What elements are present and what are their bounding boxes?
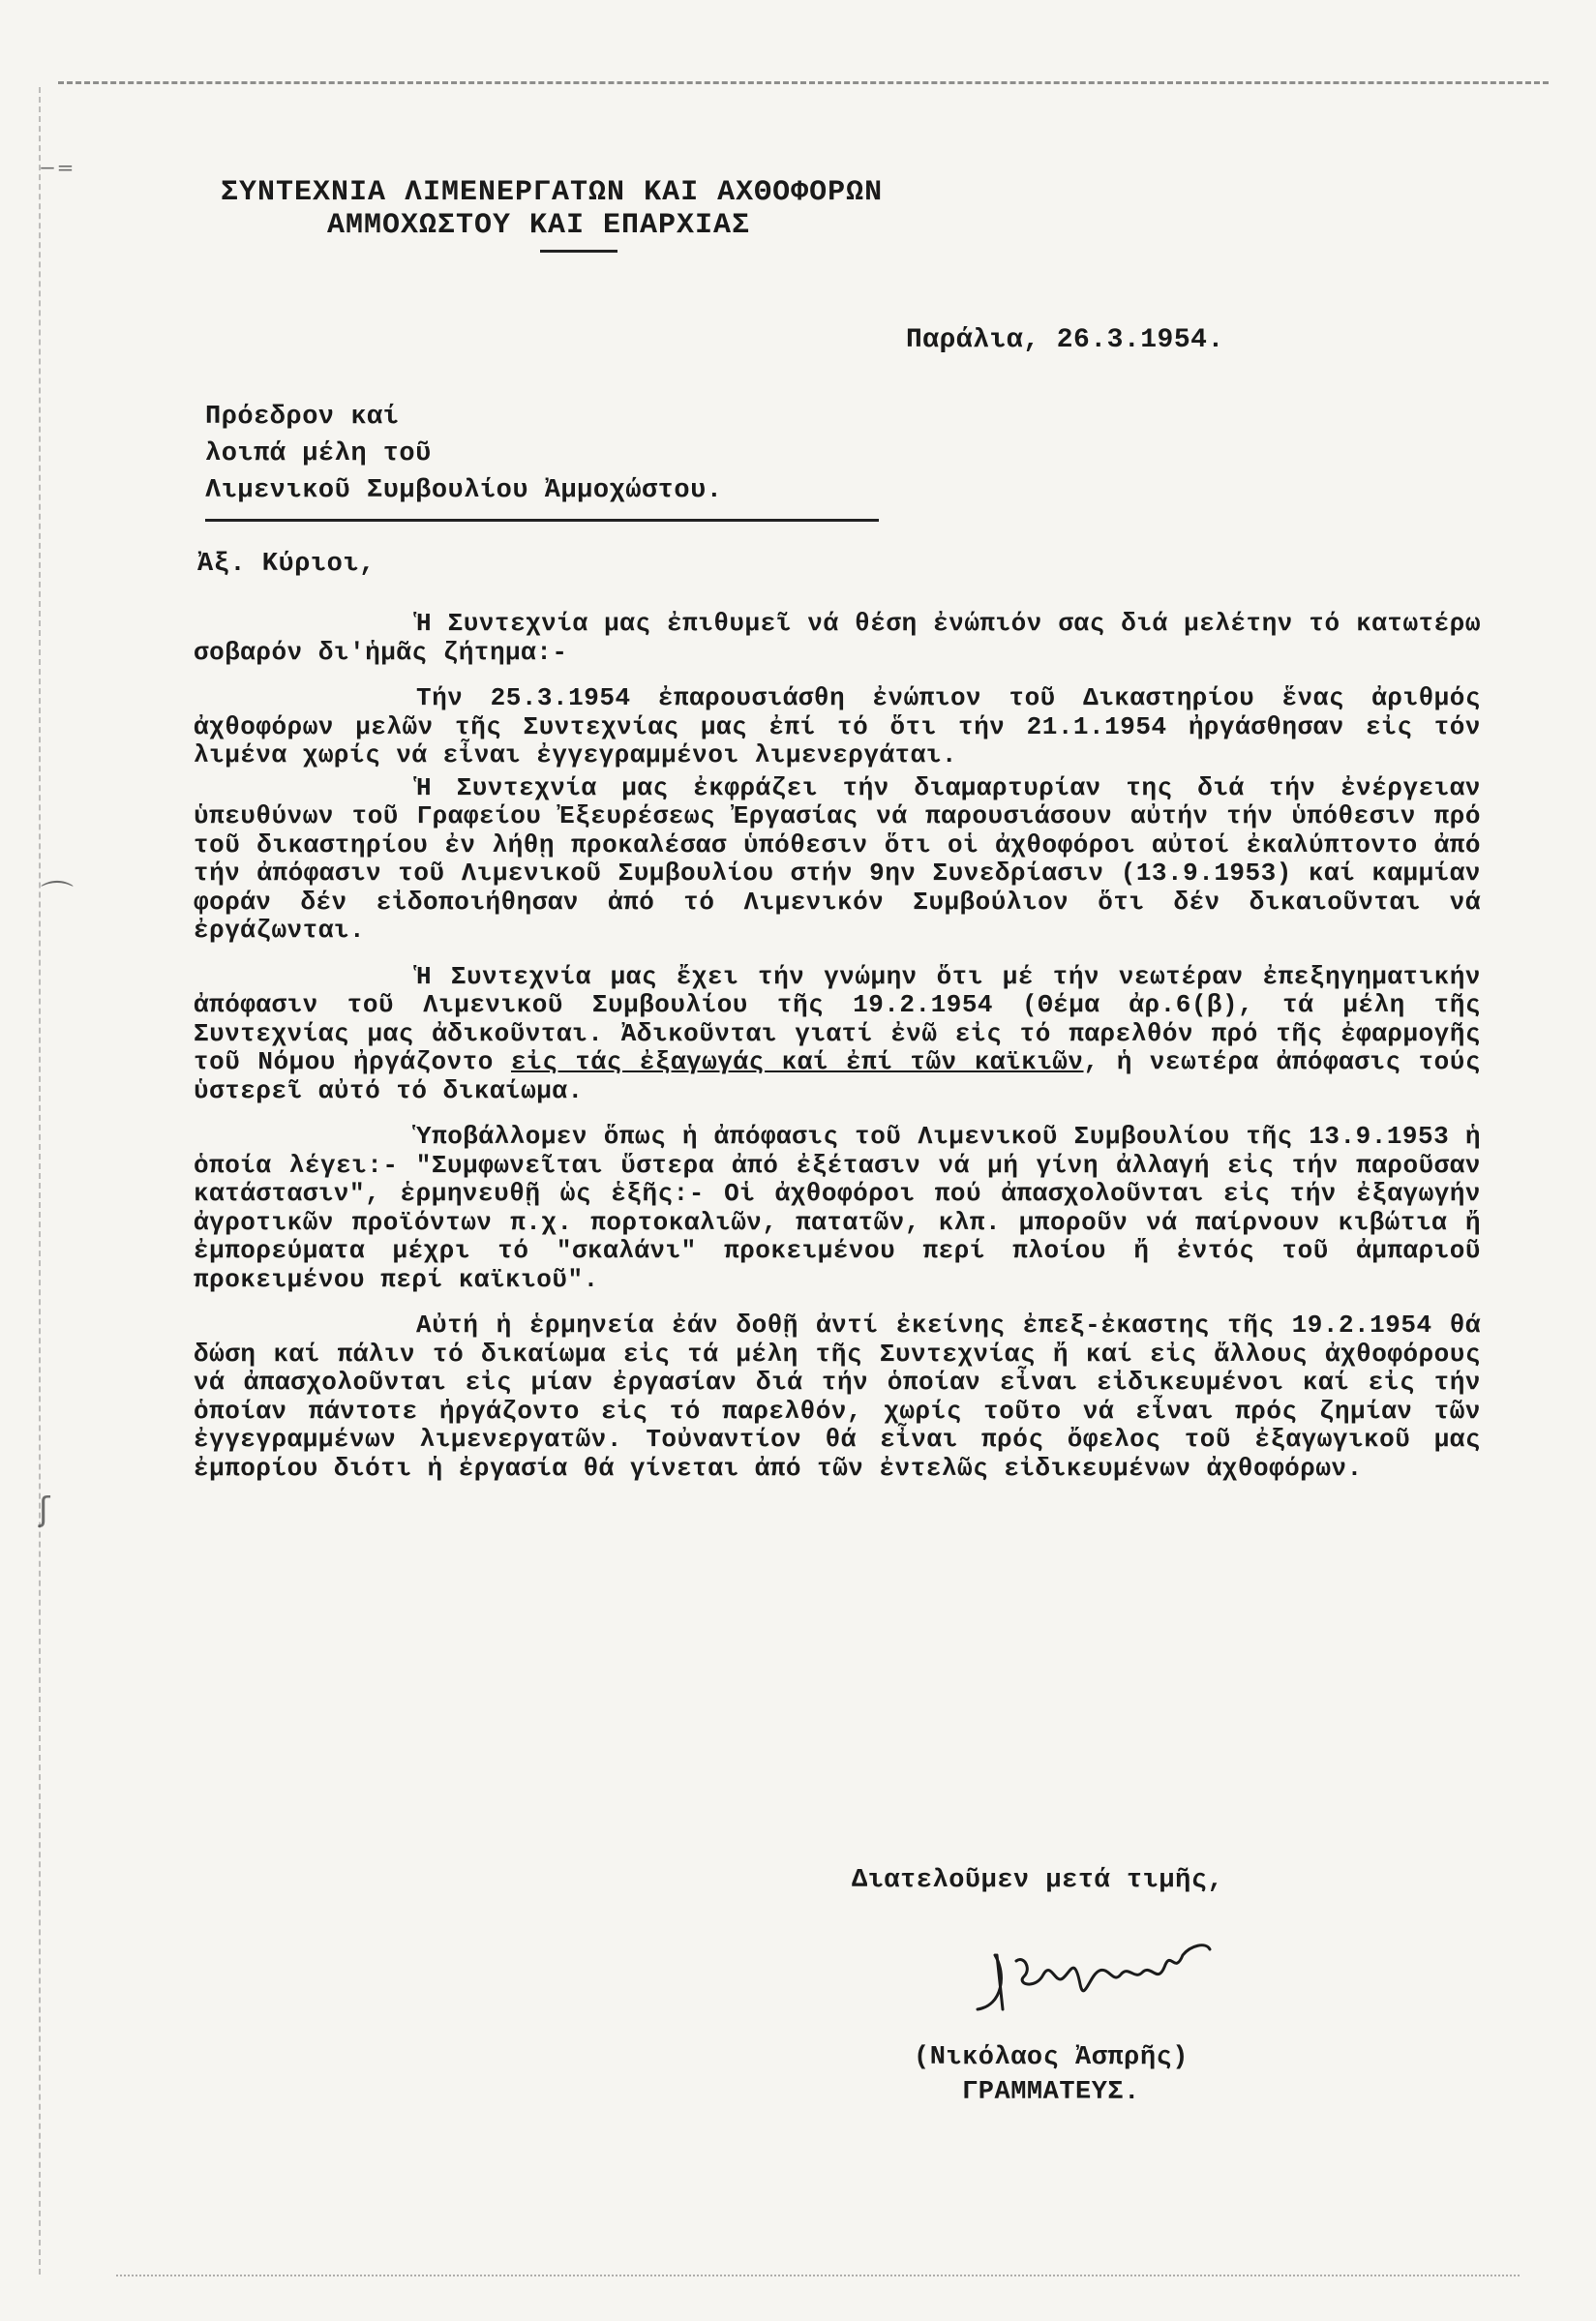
handwritten-signature [968,1916,1258,2023]
scan-edge-top [58,81,1549,84]
letterhead-rule [540,250,617,253]
paragraph-2: Τήν 25.3.1954 ἐπαρουσιάσθη ἐνώπιον τοῦ Δικαστηρίου ἕνας ἀριθμός ἀχθοφόρων μελῶν τῆς Συντεχνίας μας ἐπί τό ὅτι τήν 21.1.1954 ἠργάσθησαν εἰς τόν λιμένα χωρίς νά εἶναι ἐγγεγραμμένοι λιμενεργάται. [194,683,1481,769]
letter-body [194,610,1481,1500]
addressee-block [205,399,722,509]
paragraph-5: Ὑποβάλλομεν ὅπως ἡ ἀπόφασις τοῦ Λιμενικοῦ Συμβουλίου τῆς 13.9.1953 ἡ ὁποία λέγει:- "Συμφωνεῖται ὕστερα ἀπό ἐξέτασιν νά μή γίνη ἀλλαγή εἰς τήν παροῦσαν κατάστασιν", ἑρμηνευθῇ ὡς ἑξῆς:- Οἱ ἀχθοφόροι πού ἀπασχολοῦνται εἰς τήν ἐξαγωγήν ἀγροτικῶν προϊόντων π.χ. πορτοκαλιῶν, πατατῶν, κλπ. μποροῦν νά παίρνουν κιβώτια ἤ ἐμπορεύματα μέχρι τό "σκαλάνι" προκειμένου περί πλοίου ἤ ἐντός τοῦ ἀμπαριοῦ προκειμένου περί καϊκιοῦ". [194,1122,1481,1294]
letterhead-line-1: ΣΥΝΤΕΧΝΙΑ ΛΙΜΕΝΕΡΓΑΤΩΝ ΚΑΙ ΑΧΘΟΦΟΡΩΝ [221,176,884,209]
letterhead-line-2: ΑΜΜΟΧΩΣΤΟΥ ΚΑΙ ΕΠΑΡΧΙΑΣ [327,209,751,242]
scan-edge-bottom [116,2275,1520,2276]
paragraph-4-part-a: Ἡ Συντεχνία μας ἔχει τήν γνώμην ὅτι μέ τήν νεωτέραν ἐπεξηγηματικήν ἀπόφασιν τοῦ Λιμενικοῦ Συμβουλίου τῆς 19.2.1954 (Θέμα ἀρ.6(β), τά μέλη τῆς Συντεχνίας μας ἀδικοῦνται. Ἀδικοῦνται γιατί ἐνῶ εἰς τό παρελθόν πρό τῆς ἐφαρμογῆς τοῦ Νόμου ἠργάζοντο [194,961,1481,1076]
letterhead [221,176,1092,253]
paragraph-4-part-b: , ἡ νεωτέρα ἀπόφασις τούς ὑστερεῖ αὐτό τό δικαίωμα. [194,1047,1481,1105]
letter-date: Παράλια, 26.3.1954. [906,325,1224,355]
scan-mark-top-left: ⁻⁼ [39,155,75,194]
scan-mark-left: ʃ [39,1491,50,1529]
addressee-line-1: Πρόεδρον καί [205,403,400,432]
paragraph-4 [194,963,1481,1106]
paragraph-6: Αὐτή ἡ ἑρμηνεία ἐάν δοθῇ ἀντί ἐκείνης ἐπεξ-ἐκαστης τῆς 19.2.1954 θά δώση καί πάλιν τό δικαίωμα εἰς τά μέλη τῆς Συντεχνίας ἤ καί εἰς ἄλλους ἀχθοφόρους νά ἀπασχολοῦνται εἰς μίαν ἐργασίαν διά τήν ὁποίαν εἶναι εἰδικευμένοι καί εἰς τήν ὁποίαν πάντοτε ἠργάζοντο εἰς τό παρελθόν, χωρίς τοῦτο νά εἶναι πρός ζημίαν τῶν ἐγγεγραμμένων λιμενεργατῶν. Τοὐναντίον θά εἶναι πρός ὄφελος τοῦ ἐξαγωγικοῦ μας ἐμπορίου διότι ἡ ἐργασία θά γίνεται ἀπό τῶν ἐντελῶς εἰδικευμένων ἀχθοφόρων. [194,1311,1481,1483]
addressee-line-3: Λιμενικοῦ Συμβουλίου Ἀμμοχώστου. [205,476,723,505]
addressee-line-2: λοιπά μέλη τοῦ [205,439,432,468]
signer-name: (Νικόλαος Ἀσπρῆς) [914,2043,1189,2072]
scan-edge-left [39,87,41,2275]
closing: Διατελοῦμεν μετά τιμῆς, [852,1866,1224,1895]
paragraph-1: Ἡ Συντεχνία μας ἐπιθυμεῖ νά θέση ἐνώπιόν σας διά μελέτην τό κατωτέρω σοβαρόν δι'ἡμᾶς ζήτημα:- [194,609,1481,667]
paragraph-3: Ἡ Συντεχνία μας ἐκφράζει τήν διαμαρτυρίαν της διά τήν ἐνέργειαν ὑπευθύνων τοῦ Γραφείου Ἐξευρέσεως Ἐργασίας νά παρουσιάσουν αὐτήν τήν ὑπόθεσιν πρό τοῦ δικαστηρίου ἐν λήθῃ προκαλέσασ ὑπόθεσιν ὅτι οἱ ἀχθοφόροι αὐτοί ἐκαλύπτοντο ἀπό τήν ἀπόφασιν τοῦ Λιμενικοῦ Συμβουλίου στήν 9ην Συνεδρίασιν (13.9.1953) καί καμμίαν φοράν δέν εἰδοποιήθησαν ἀπό τό Λιμενικόν Συμβούλιον ὅτι δέν δικαιοῦνται νά ἐργάζωνται. [194,772,1481,945]
paragraph-4-underlined: εἰς τάς ἐξαγωγάς καί ἐπί τῶν καϊκιῶν [510,1047,1084,1076]
addressee-rule [205,519,879,522]
signer-title: ΓΡΑΜΜΑΤΕΥΣ. [962,2078,1140,2107]
signer-block [914,2040,1189,2110]
scan-mark-punch-hole: ⌒ [41,879,75,918]
salutation: Ἀξ. Κύριοι, [197,550,376,579]
